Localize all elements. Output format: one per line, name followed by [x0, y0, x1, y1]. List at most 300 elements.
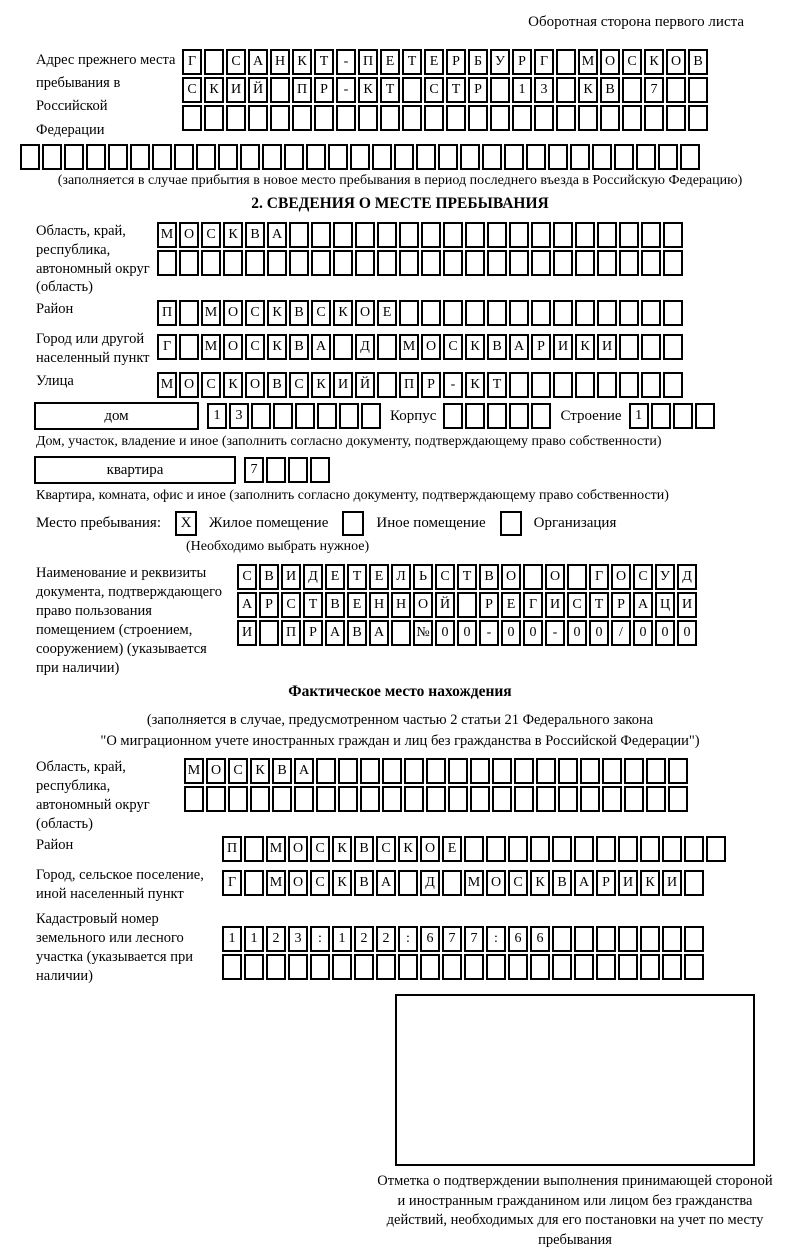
- char-cell: [552, 926, 572, 952]
- char-cell: [663, 222, 683, 248]
- option-other-premises-label: Иное помещение: [376, 515, 486, 532]
- char-cell: [662, 926, 682, 952]
- char-cell: У: [490, 49, 510, 75]
- char-cell: Т: [303, 592, 323, 618]
- char-cell: Л: [391, 564, 411, 590]
- cadastral-row-1: [222, 926, 706, 952]
- char-cell: [640, 836, 660, 862]
- char-cell: А: [376, 870, 396, 896]
- char-cell: [421, 300, 441, 326]
- char-cell: Р: [468, 77, 488, 103]
- char-cell: [360, 786, 380, 812]
- char-cell: [377, 222, 397, 248]
- char-cell: [597, 300, 617, 326]
- char-cell: Е: [380, 49, 400, 75]
- char-cell: С: [310, 870, 330, 896]
- char-cell: Е: [347, 592, 367, 618]
- char-cell: [508, 836, 528, 862]
- fact-city-label: Город, сельское поселение, иной населенный пункт: [36, 867, 204, 903]
- char-cell: [289, 222, 309, 248]
- char-cell: В: [552, 870, 572, 896]
- char-cell: [600, 105, 620, 131]
- char-cell: [574, 926, 594, 952]
- char-cell: [492, 758, 512, 784]
- char-cell: П: [399, 372, 419, 398]
- stay-type-label: Место пребывания:: [36, 515, 161, 532]
- char-cell: [306, 144, 326, 170]
- char-cell: [646, 758, 666, 784]
- char-cell: [294, 786, 314, 812]
- prev-address-row-4: [20, 144, 780, 170]
- char-cell: А: [325, 620, 345, 646]
- char-cell: [580, 786, 600, 812]
- prev-address-note: (заполняется в случае прибытия в новое место пребывания в период последнего въезда в Российскую Федерацию): [57, 172, 743, 188]
- char-cell: С: [424, 77, 444, 103]
- char-cell: №: [413, 620, 433, 646]
- char-cell: [641, 372, 661, 398]
- char-cell: М: [464, 870, 484, 896]
- char-cell: М: [201, 334, 221, 360]
- char-cell: [266, 457, 286, 483]
- char-cell: К: [530, 870, 550, 896]
- char-cell: С: [622, 49, 642, 75]
- char-cell: [382, 758, 402, 784]
- char-cell: [619, 334, 639, 360]
- char-cell: 0: [501, 620, 521, 646]
- char-cell: [567, 564, 587, 590]
- char-cell: 1: [332, 926, 352, 952]
- char-cell: [222, 954, 242, 980]
- char-cell: [244, 870, 264, 896]
- char-cell: К: [267, 334, 287, 360]
- char-cell: П: [157, 300, 177, 326]
- char-cell: 0: [567, 620, 587, 646]
- char-cell: [250, 786, 270, 812]
- char-cell: :: [486, 926, 506, 952]
- char-cell: П: [222, 836, 242, 862]
- char-cell: М: [201, 300, 221, 326]
- char-cell: В: [325, 592, 345, 618]
- char-cell: [273, 403, 293, 429]
- char-cell: Т: [314, 49, 334, 75]
- char-cell: 2: [354, 926, 374, 952]
- char-cell: [245, 250, 265, 276]
- char-cell: Д: [420, 870, 440, 896]
- char-cell: 0: [457, 620, 477, 646]
- char-cell: Е: [369, 564, 389, 590]
- char-cell: [310, 954, 330, 980]
- char-cell: [575, 250, 595, 276]
- char-cell: 0: [435, 620, 455, 646]
- char-cell: [20, 144, 40, 170]
- char-cell: [361, 403, 381, 429]
- char-cell: [316, 786, 336, 812]
- char-cell: [512, 105, 532, 131]
- char-cell: С: [201, 372, 221, 398]
- char-cell: О: [501, 564, 521, 590]
- char-cell: [448, 786, 468, 812]
- char-cell: [663, 300, 683, 326]
- char-cell: -: [336, 77, 356, 103]
- char-cell: [464, 954, 484, 980]
- char-cell: [204, 49, 224, 75]
- char-cell: [597, 250, 617, 276]
- char-cell: [580, 758, 600, 784]
- char-cell: [270, 105, 290, 131]
- char-cell: [421, 250, 441, 276]
- char-cell: [465, 300, 485, 326]
- char-cell: [509, 222, 529, 248]
- char-cell: [673, 403, 693, 429]
- char-cell: И: [662, 870, 682, 896]
- char-cell: [272, 786, 292, 812]
- char-cell: [658, 144, 678, 170]
- char-cell: [355, 250, 375, 276]
- char-cell: О: [288, 870, 308, 896]
- char-cell: 1: [222, 926, 242, 952]
- char-cell: Е: [377, 300, 397, 326]
- char-cell: И: [597, 334, 617, 360]
- char-cell: О: [600, 49, 620, 75]
- region-label: Область, край, республика, автономный округ (область): [36, 222, 150, 296]
- char-cell: О: [486, 870, 506, 896]
- char-cell: М: [157, 222, 177, 248]
- char-cell: С: [376, 836, 396, 862]
- char-cell: [526, 144, 546, 170]
- char-cell: Г: [523, 592, 543, 618]
- char-cell: [596, 926, 616, 952]
- char-cell: [618, 926, 638, 952]
- char-cell: [465, 250, 485, 276]
- region-row-2: [157, 250, 685, 276]
- char-cell: [552, 836, 572, 862]
- char-cell: [509, 403, 529, 429]
- char-cell: [596, 954, 616, 980]
- char-cell: [376, 954, 396, 980]
- char-cell: [468, 105, 488, 131]
- char-cell: Р: [611, 592, 631, 618]
- char-cell: А: [237, 592, 257, 618]
- char-cell: [596, 836, 616, 862]
- char-cell: [311, 222, 331, 248]
- char-cell: А: [267, 222, 287, 248]
- char-cell: [575, 222, 595, 248]
- char-cell: [421, 222, 441, 248]
- char-cell: Т: [402, 49, 422, 75]
- char-cell: В: [487, 334, 507, 360]
- char-cell: 2: [376, 926, 396, 952]
- char-cell: С: [245, 334, 265, 360]
- char-cell: [270, 77, 290, 103]
- char-cell: [684, 926, 704, 952]
- char-cell: Р: [314, 77, 334, 103]
- char-cell: [314, 105, 334, 131]
- stroenie-label: Строение: [560, 407, 622, 424]
- char-cell: К: [250, 758, 270, 784]
- char-cell: [688, 77, 708, 103]
- char-cell: Т: [446, 77, 466, 103]
- char-cell: М: [578, 49, 598, 75]
- char-cell: Г: [589, 564, 609, 590]
- char-cell: О: [179, 372, 199, 398]
- char-cell: 1: [207, 403, 227, 429]
- char-cell: [688, 105, 708, 131]
- fact-region-label: Область, край, республика, автономный округ (область): [36, 759, 150, 832]
- char-cell: [482, 144, 502, 170]
- cadastral-label: Кадастровый номер земельного или лесного участка (указывается при наличии): [36, 911, 193, 984]
- char-cell: [350, 144, 370, 170]
- city-label: Город или другой населенный пункт: [36, 330, 150, 366]
- char-cell: С: [443, 334, 463, 360]
- char-cell: [223, 250, 243, 276]
- char-cell: [556, 77, 576, 103]
- char-cell: [398, 954, 418, 980]
- char-cell: [377, 372, 397, 398]
- char-cell: [338, 786, 358, 812]
- char-cell: В: [289, 334, 309, 360]
- char-cell: [333, 250, 353, 276]
- char-cell: [575, 300, 595, 326]
- char-cell: [556, 49, 576, 75]
- page-title: Оборотная сторона первого листа: [528, 14, 744, 30]
- char-cell: [448, 758, 468, 784]
- char-cell: [622, 77, 642, 103]
- fact-region-row-2: [184, 786, 690, 812]
- char-cell: [470, 758, 490, 784]
- char-cell: [443, 300, 463, 326]
- char-cell: [514, 758, 534, 784]
- char-cell: [288, 457, 308, 483]
- char-cell: [487, 403, 507, 429]
- char-cell: [644, 105, 664, 131]
- char-cell: С: [237, 564, 257, 590]
- char-cell: Р: [479, 592, 499, 618]
- char-cell: К: [358, 77, 378, 103]
- char-cell: [295, 403, 315, 429]
- char-cell: Е: [442, 836, 462, 862]
- char-cell: С: [508, 870, 528, 896]
- char-cell: М: [266, 870, 286, 896]
- char-cell: [244, 836, 264, 862]
- char-cell: [310, 457, 330, 483]
- char-cell: [640, 954, 660, 980]
- char-cell: [355, 222, 375, 248]
- char-cell: [486, 836, 506, 862]
- prev-address-row-1: [182, 49, 710, 75]
- document-label: Наименование и реквизиты документа, подтверждающего право пользования помещением (строением, сооружением) (указывается при наличии): [36, 564, 222, 677]
- char-cell: П: [292, 77, 312, 103]
- char-cell: [640, 926, 660, 952]
- char-cell: В: [688, 49, 708, 75]
- char-cell: [570, 144, 590, 170]
- char-cell: [662, 836, 682, 862]
- char-cell: К: [332, 870, 352, 896]
- house-note: Дом, участок, владение и иное (заполнить согласно документу, подтверждающему право собственности): [36, 433, 662, 449]
- char-cell: Н: [391, 592, 411, 618]
- char-cell: О: [611, 564, 631, 590]
- char-cell: О: [413, 592, 433, 618]
- char-cell: Е: [424, 49, 444, 75]
- house-number-cells: [207, 403, 383, 429]
- char-cell: [487, 300, 507, 326]
- char-cell: Т: [347, 564, 367, 590]
- char-cell: [695, 403, 715, 429]
- char-cell: [536, 786, 556, 812]
- char-cell: [426, 786, 446, 812]
- char-cell: [531, 403, 551, 429]
- char-cell: 6: [508, 926, 528, 952]
- char-cell: [641, 300, 661, 326]
- char-cell: С: [228, 758, 248, 784]
- char-cell: О: [206, 758, 226, 784]
- korpus-label: Корпус: [390, 407, 437, 424]
- char-cell: 7: [644, 77, 664, 103]
- char-cell: С: [226, 49, 246, 75]
- char-cell: [317, 403, 337, 429]
- char-cell: 0: [589, 620, 609, 646]
- char-cell: 3: [288, 926, 308, 952]
- char-cell: [558, 758, 578, 784]
- char-cell: [262, 144, 282, 170]
- char-cell: [333, 334, 353, 360]
- char-cell: 0: [523, 620, 543, 646]
- char-cell: Р: [531, 334, 551, 360]
- char-cell: Е: [501, 592, 521, 618]
- char-cell: 7: [442, 926, 462, 952]
- char-cell: [316, 758, 336, 784]
- char-cell: С: [567, 592, 587, 618]
- char-cell: [332, 954, 352, 980]
- char-cell: М: [399, 334, 419, 360]
- char-cell: [492, 786, 512, 812]
- char-cell: [336, 105, 356, 131]
- fact-note-line-2: "О миграционном учете иностранных граждан и лиц без гражданства в Российской Федерации"): [100, 733, 700, 750]
- char-cell: 7: [244, 457, 264, 483]
- checkbox-residential: X: [175, 511, 197, 536]
- char-cell: [663, 334, 683, 360]
- char-cell: О: [666, 49, 686, 75]
- char-cell: [130, 144, 150, 170]
- char-cell: [666, 105, 686, 131]
- char-cell: [292, 105, 312, 131]
- char-cell: [684, 836, 704, 862]
- char-cell: 2: [266, 926, 286, 952]
- char-cell: [420, 954, 440, 980]
- char-cell: [391, 620, 411, 646]
- prev-address-label: Адрес прежнего места пребывания в Российской Федерации: [36, 52, 176, 138]
- char-cell: [244, 954, 264, 980]
- char-cell: [662, 954, 682, 980]
- char-cell: О: [288, 836, 308, 862]
- city-row: [157, 334, 685, 360]
- char-cell: [288, 954, 308, 980]
- char-cell: [574, 954, 594, 980]
- char-cell: [490, 77, 510, 103]
- char-cell: К: [644, 49, 664, 75]
- char-cell: Р: [596, 870, 616, 896]
- registration-stamp-box: [395, 994, 755, 1166]
- document-row-2: [237, 592, 699, 618]
- char-cell: [201, 250, 221, 276]
- char-cell: Н: [369, 592, 389, 618]
- char-cell: :: [398, 926, 418, 952]
- char-cell: [706, 836, 726, 862]
- char-cell: [398, 870, 418, 896]
- char-cell: 1: [244, 926, 264, 952]
- fact-city-row: [222, 870, 706, 896]
- char-cell: [404, 786, 424, 812]
- option-residential-label: Жилое помещение: [209, 515, 329, 532]
- char-cell: [602, 758, 622, 784]
- char-cell: С: [289, 372, 309, 398]
- char-cell: В: [479, 564, 499, 590]
- char-cell: У: [655, 564, 675, 590]
- street-row: [157, 372, 685, 398]
- char-cell: [399, 300, 419, 326]
- char-cell: К: [578, 77, 598, 103]
- char-cell: О: [420, 836, 440, 862]
- char-cell: В: [289, 300, 309, 326]
- char-cell: А: [509, 334, 529, 360]
- char-cell: -: [443, 372, 463, 398]
- char-cell: [641, 250, 661, 276]
- char-cell: [578, 105, 598, 131]
- char-cell: И: [281, 564, 301, 590]
- char-cell: [179, 250, 199, 276]
- char-cell: [399, 250, 419, 276]
- char-cell: О: [223, 300, 243, 326]
- char-cell: А: [294, 758, 314, 784]
- char-cell: Ц: [655, 592, 675, 618]
- char-cell: С: [281, 592, 301, 618]
- char-cell: :: [310, 926, 330, 952]
- char-cell: А: [311, 334, 331, 360]
- char-cell: [666, 77, 686, 103]
- char-cell: [377, 334, 397, 360]
- char-cell: [556, 105, 576, 131]
- char-cell: С: [182, 77, 202, 103]
- char-cell: [394, 144, 414, 170]
- char-cell: [680, 144, 700, 170]
- char-cell: [619, 372, 639, 398]
- char-cell: [182, 105, 202, 131]
- char-cell: [622, 105, 642, 131]
- char-cell: И: [553, 334, 573, 360]
- char-cell: К: [640, 870, 660, 896]
- char-cell: Р: [446, 49, 466, 75]
- char-cell: [531, 300, 551, 326]
- document-row-1: [237, 564, 699, 590]
- char-cell: [641, 222, 661, 248]
- char-cell: [108, 144, 128, 170]
- char-cell: О: [179, 222, 199, 248]
- checkbox-organization: [500, 511, 522, 536]
- stay-type-note: (Необходимо выбрать нужное): [186, 539, 370, 555]
- char-cell: 0: [633, 620, 653, 646]
- char-cell: И: [677, 592, 697, 618]
- char-cell: М: [184, 758, 204, 784]
- stroenie-cells: [629, 403, 717, 429]
- char-cell: [558, 786, 578, 812]
- char-cell: [338, 758, 358, 784]
- char-cell: [552, 954, 572, 980]
- char-cell: 3: [229, 403, 249, 429]
- char-cell: [509, 372, 529, 398]
- char-cell: [402, 105, 422, 131]
- char-cell: К: [398, 836, 418, 862]
- char-cell: [380, 105, 400, 131]
- char-cell: К: [575, 334, 595, 360]
